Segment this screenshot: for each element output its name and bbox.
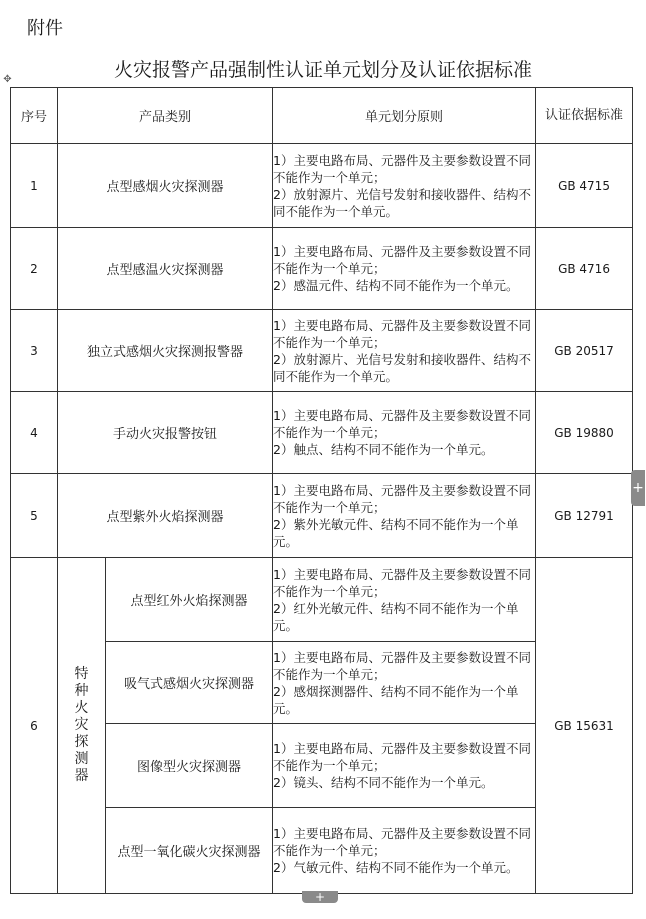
principle-cell bbox=[273, 144, 536, 228]
table-row bbox=[11, 474, 633, 558]
principle-line: 2）镜头、结构不同不能作为一个单元。 bbox=[273, 775, 494, 790]
principle-cell bbox=[273, 392, 536, 474]
principle-cell bbox=[273, 310, 536, 392]
table-row bbox=[11, 558, 633, 642]
principle-cell bbox=[273, 724, 536, 808]
group-label-char: 器 bbox=[74, 768, 89, 784]
table-row bbox=[11, 144, 633, 228]
header-seq: 序号 bbox=[11, 88, 58, 144]
group-label-char: 种 bbox=[74, 683, 89, 699]
move-icon[interactable]: ✥ bbox=[3, 74, 12, 85]
standard-cell: GB 20517 bbox=[536, 310, 633, 392]
seq-cell: 3 bbox=[11, 310, 58, 392]
category-cell: 点型感烟火灾探测器 bbox=[58, 144, 273, 228]
group-label-char: 测 bbox=[74, 751, 89, 767]
standard-cell: GB 4716 bbox=[536, 228, 633, 310]
group-label-char: 火 bbox=[74, 700, 89, 716]
category-cell: 点型一氧化碳火灾探测器 bbox=[106, 808, 273, 894]
category-cell: 点型红外火焰探测器 bbox=[106, 558, 273, 642]
standard-cell: GB 15631 bbox=[536, 558, 633, 894]
principle-cell bbox=[273, 808, 536, 894]
category-cell: 图像型火灾探测器 bbox=[106, 724, 273, 808]
principle-line: 1）主要电路布局、元器件及主要参数设置不同不能作为一个单元； bbox=[273, 826, 531, 858]
page-title: 火灾报警产品强制性认证单元划分及认证依据标准 bbox=[113, 59, 532, 81]
group-label-char: 特 bbox=[74, 666, 89, 682]
principle-line: 1）主要电路布局、元器件及主要参数设置不同不能作为一个单元； bbox=[273, 482, 531, 515]
group-label-char: 探 bbox=[74, 734, 89, 750]
header-principle: 单元划分原则 bbox=[273, 88, 536, 144]
attachment-label: 附件 bbox=[27, 18, 63, 39]
header-category: 产品类别 bbox=[58, 88, 273, 144]
principle-line: 2）触点、结构不同不能作为一个单元。 bbox=[273, 442, 494, 457]
table-row bbox=[11, 310, 633, 392]
principle-cell bbox=[273, 642, 536, 724]
standard-cell: GB 19880 bbox=[536, 392, 633, 474]
category-cell: 点型紫外火焰探测器 bbox=[58, 474, 273, 558]
principle-line: 2）放射源片、光信号发射和接收器件、结构不同不能作为一个单元。 bbox=[273, 186, 531, 219]
seq-cell: 2 bbox=[11, 228, 58, 310]
principle-line: 1）主要电路布局、元器件及主要参数设置不同不能作为一个单元； bbox=[273, 566, 531, 599]
principle-line: 2）感温元件、结构不同不能作为一个单元。 bbox=[273, 278, 519, 293]
standard-cell: GB 4715 bbox=[536, 144, 633, 228]
principle-cell bbox=[273, 228, 536, 310]
principle-line: 2）紫外光敏元件、结构不同不能作为一个单元。 bbox=[273, 516, 519, 549]
table-header-row bbox=[11, 88, 633, 144]
group-label-cell bbox=[58, 558, 106, 894]
standard-cell: GB 12791 bbox=[536, 474, 633, 558]
seq-cell: 1 bbox=[11, 144, 58, 228]
principle-line: 2）放射源片、光信号发射和接收器件、结构不同不能作为一个单元。 bbox=[273, 351, 531, 384]
principle-line: 1）主要电路布局、元器件及主要参数设置不同不能作为一个单元； bbox=[273, 408, 531, 440]
principle-line: 1）主要电路布局、元器件及主要参数设置不同不能作为一个单元； bbox=[273, 649, 531, 682]
principle-line: 1）主要电路布局、元器件及主要参数设置不同不能作为一个单元； bbox=[273, 741, 531, 773]
plus-icon[interactable]: + bbox=[302, 891, 338, 903]
principle-line: 2）红外光敏元件、结构不同不能作为一个单元。 bbox=[273, 600, 519, 633]
principle-cell bbox=[273, 474, 536, 558]
principle-line: 1）主要电路布局、元器件及主要参数设置不同不能作为一个单元； bbox=[273, 317, 531, 350]
seq-cell: 5 bbox=[11, 474, 58, 558]
category-cell: 吸气式感烟火灾探测器 bbox=[106, 642, 273, 724]
category-cell: 手动火灾报警按钮 bbox=[58, 392, 273, 474]
principle-line: 2）感烟探测器件、结构不同不能作为一个单元。 bbox=[273, 683, 519, 716]
principle-cell bbox=[273, 558, 536, 642]
seq-cell: 4 bbox=[11, 392, 58, 474]
principle-line: 1）主要电路布局、元器件及主要参数设置不同不能作为一个单元； bbox=[273, 244, 531, 276]
principle-line: 2）气敏元件、结构不同不能作为一个单元。 bbox=[273, 860, 519, 875]
certification-table bbox=[10, 87, 633, 894]
group-label-char: 灾 bbox=[74, 717, 89, 733]
table-row bbox=[11, 228, 633, 310]
category-cell: 独立式感烟火灾探测报警器 bbox=[58, 310, 273, 392]
seq-cell: 6 bbox=[11, 558, 58, 894]
plus-icon[interactable]: + bbox=[631, 470, 645, 506]
header-standard: 认证依据标准 bbox=[536, 88, 633, 144]
principle-line: 1）主要电路布局、元器件及主要参数设置不同不能作为一个单元； bbox=[273, 152, 531, 185]
table-row bbox=[11, 392, 633, 474]
category-cell: 点型感温火灾探测器 bbox=[58, 228, 273, 310]
